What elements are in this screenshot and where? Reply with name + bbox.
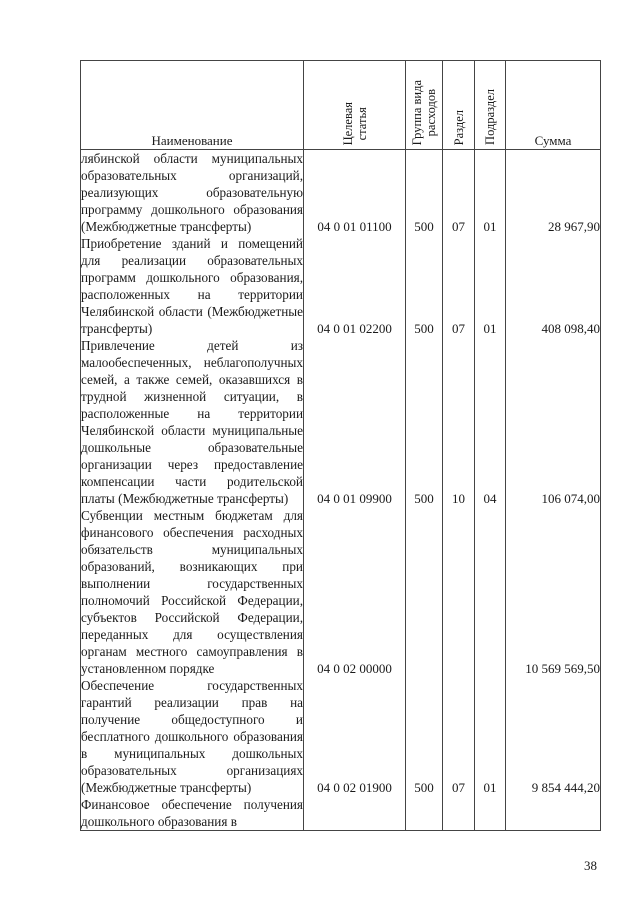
row-subsection: 04: [475, 337, 506, 507]
row-subsection: 01: [475, 677, 506, 796]
header-subsection: [475, 61, 506, 150]
row-subsection: [475, 796, 506, 831]
row-name: Финансовое обеспечение получения дошкольного образования в: [81, 797, 303, 829]
row-name: Обеспечение государственных гарантий реализации прав на получение общедоступного и бесплатного дошкольного образования в муниципальных дошкольных образовательных организациях (Межбюджетные трансферты): [81, 678, 303, 795]
row-name: Субвенции местным бюджетам для финансового обеспечения расходных обязательств муниципальных образований, возникающих при выполнении государственных полномочий Российской Федерации, субъектов Российской Федерации, переданных для осуществления органам местного самоуправления в установленном порядке: [81, 508, 303, 676]
header-subsection-label: Подраздел: [483, 89, 497, 145]
row-sum: 28 967,90: [506, 150, 601, 236]
table-header-row: [81, 61, 601, 150]
header-section: [443, 61, 475, 150]
row-target: 04 0 01 02200: [304, 235, 406, 337]
row-name: Приобретение зданий и помещений для реализации образовательных программ дошкольного образования, расположенных на территории Челябинской области (Межбюджетные трансферты): [81, 236, 303, 336]
row-section: 07: [443, 677, 475, 796]
header-sum: Сумма: [506, 61, 601, 150]
row-sum: [506, 796, 601, 831]
row-section: 07: [443, 150, 475, 236]
row-sum: 9 854 444,20: [506, 677, 601, 796]
header-target-label: Целевая статья: [340, 101, 369, 145]
row-group: 500: [406, 150, 443, 236]
header-group-label: Группа вида расходов: [410, 79, 438, 145]
table-row: [81, 150, 601, 236]
row-group: 500: [406, 235, 443, 337]
row-section: [443, 507, 475, 677]
header-group: [406, 61, 443, 150]
header-name: Наименование: [81, 61, 304, 150]
row-target: [304, 796, 406, 831]
page-number: 38: [584, 858, 597, 873]
header-section-label: Раздел: [451, 109, 466, 145]
table-row: [81, 677, 601, 796]
row-name: Привлечение детей из малообеспеченных, неблагополучных семей, а также семей, оказавшихся в трудной жизненной ситуации, в расположенные на территории Челябинской области муниципальные дошкольные образовательные организации через предоставление компенсации части родительской платы (Межбюджетные трансферты): [81, 338, 303, 506]
row-subsection: 01: [475, 235, 506, 337]
row-group: 500: [406, 337, 443, 507]
row-subsection: 01: [475, 150, 506, 236]
row-sum: 10 569 569,50: [506, 507, 601, 677]
table-row: [81, 235, 601, 337]
row-group: [406, 507, 443, 677]
row-sum: 106 074,00: [506, 337, 601, 507]
table-row: [81, 507, 601, 677]
row-target: 04 0 01 01100: [304, 150, 406, 236]
row-sum: 408 098,40: [506, 235, 601, 337]
row-subsection: [475, 507, 506, 677]
row-section: 07: [443, 235, 475, 337]
header-target: [304, 61, 406, 150]
row-target: 04 0 02 01900: [304, 677, 406, 796]
row-group: [406, 796, 443, 831]
budget-table: [80, 60, 601, 831]
table-row: [81, 337, 601, 507]
row-target: 04 0 01 09900: [304, 337, 406, 507]
row-name: лябинской области муниципальных образовательных организаций, реализующих образовательную программу дошкольного образования (Межбюджетные трансферты): [81, 151, 303, 234]
row-target: 04 0 02 00000: [304, 507, 406, 677]
row-section: [443, 796, 475, 831]
row-section: 10: [443, 337, 475, 507]
table-row: [81, 796, 601, 831]
row-group: 500: [406, 677, 443, 796]
